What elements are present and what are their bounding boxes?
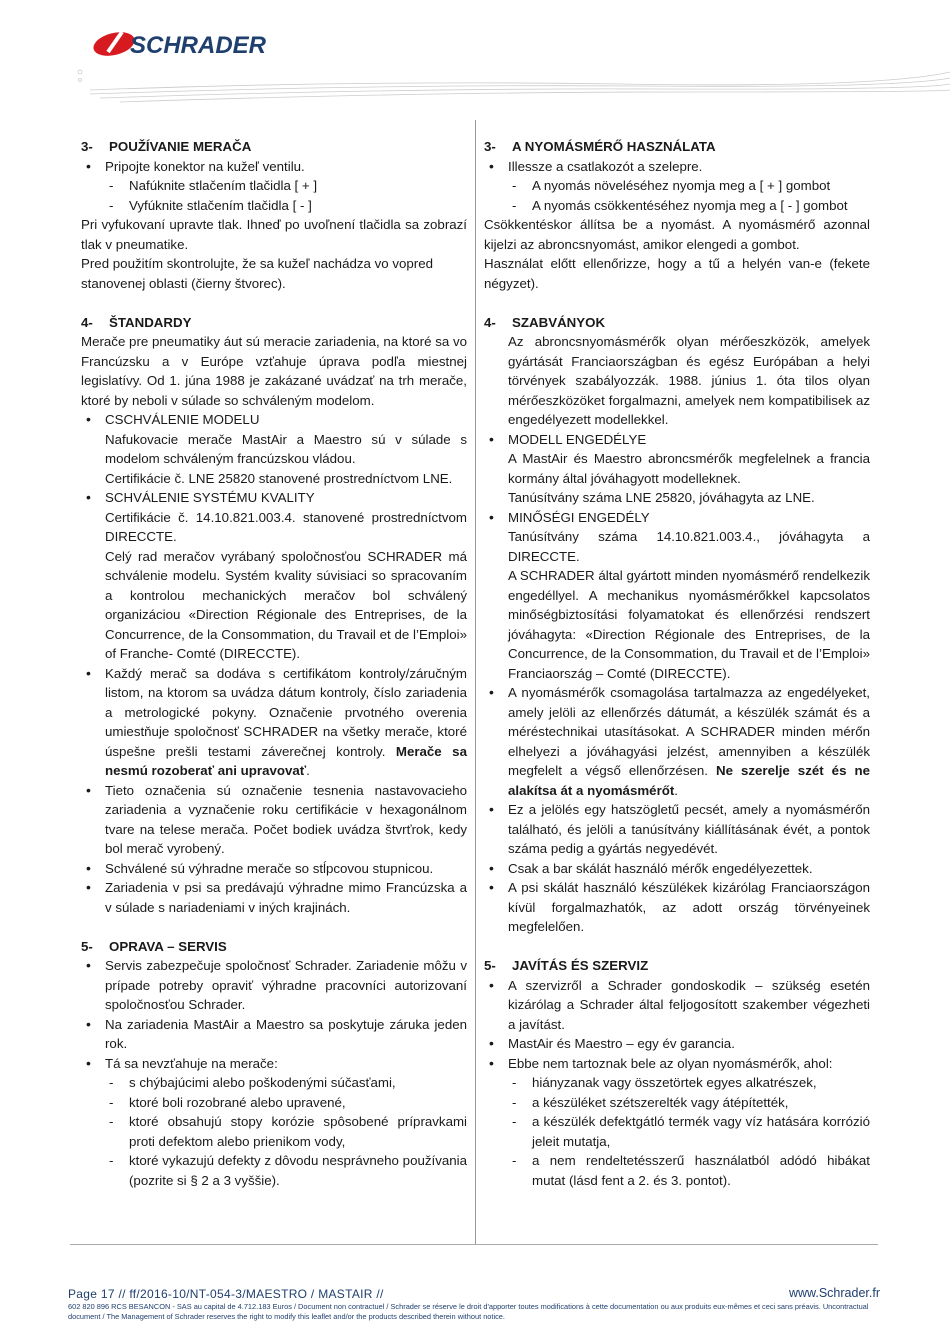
bullet-item: • CSCHVÁLENIE MODELU [81, 410, 467, 430]
section-title: 4- ŠTANDARDY [81, 314, 192, 330]
dash-item: - a készüléket szétszerelték vagy átépítették, [484, 1093, 870, 1113]
paragraph: Nafukovacie merače MastAir a Maestro sú v súlade s modelom schváleným francúzskou vládou. [105, 431, 467, 466]
dash-item: - A nyomás csökkentéséhez nyomja meg a [ - ] gombot [484, 196, 870, 216]
paragraph: Merače pre pneumatiky áut sú meracie zariadenia, na ktoré sa vo Francúzsku a v Európe vzťahuje úprava podľa miestnej legislatívy. Od 1. júna 1988 je zakázané uvádzať na trh merače, ktoré by neboli v súlade so schváleným modelom. [81, 334, 467, 408]
slovak-column [81, 137, 467, 1190]
svg-text:SCHRADER: SCHRADER [130, 32, 267, 59]
paragraph: A SCHRADER által gyártott minden nyomásmérő rendelkezik engedéllyel. A mechanikus nyomásmérőkkel kapcsolatos minőségbiztosítási folyamatokat és ellenőrzési rendszert jóváhagyta: «Direction Régionale des Entreprises, de la Concurrence, de la Consommation, du Travail et de l’Emploi» Franciaország – Comté (DIRECCTE). [508, 568, 870, 681]
dash-item: - A nyomás növeléséhez nyomja meg a [ + ] gombot [484, 176, 870, 196]
dash-item: - Vyfúknite stlačením tlačidla [ - ] [81, 196, 467, 216]
paragraph: A MastAir és Maestro abroncsmérők megfelelnek a francia kormány által jóváhagyott modelleknek. [508, 451, 870, 486]
paragraph: Használat előtt ellenőrizze, hogy a tű a helyén van-e (fekete négyzet). [484, 256, 870, 291]
paragraph: Pred použitím skontrolujte, že sa kužeľ nachádza vo vopred stanovenej oblasti (čierny štvorec). [81, 256, 434, 291]
bullet-item: • Každý merač sa dodáva s certifikátom kontroly/záručným listom, na ktorom sa uvádza dátum kontroly, číslo zariadenia a metrologické pokyny. Označenie prvotného overenia umiestňuje spoločnosť SCHRADER na všetky merače, ktoré úspešne prešli testami záverečnej kontroly. Merače sa nesmú rozoberať ani upravovať. [81, 664, 467, 781]
section-title: 3- A NYOMÁSMÉRŐ HASZNÁLATA [484, 139, 716, 154]
bullet-item: • A nyomásmérők csomagolása tartalmazza az engedélyeket, amely jelöli az ellenőrzés dátumát, a készülék számát és a méréstechnikai utasításokat. A SCHRADER minden mérőn elhelyezi a jóváhagyási jelzést, amennyiben a készülék megfelelt a végső ellenőrzésen. Ne szerelje szét és ne alakítsa át a nyomásmérőt. [484, 683, 870, 800]
bullet-item: • Schválené sú výhradne merače so stĺpcovou stupnicou. [81, 859, 467, 879]
dash-item: - ktoré obsahujú stopy korózie spôsobené prípravkami proti defektom alebo prienikom vody, [81, 1112, 467, 1151]
paragraph: Tanúsítvány száma 14.10.821.003.4., jóváhagyta a DIRECCTE. [508, 529, 870, 564]
dash-item: - ktoré vykazujú defekty z dôvodu nesprávneho používania (pozrite si § 2 a 3 vyššie). [81, 1151, 467, 1190]
dash-item: - Nafúknite stlačením tlačidla [ + ] [81, 176, 467, 196]
dash-item: - a nem rendeltetésszerű használatból adódó hibákat mutat (lásd fent a 2. és 3. pontot). [484, 1151, 870, 1190]
footer-page-info: Page 17 // ff/2016-10/NT-054-3/MAESTRO / MASTAIR // [68, 1287, 384, 1301]
paragraph: Tanúsítvány száma LNE 25820, jóváhagyta az LNE. [508, 490, 815, 505]
bullet-item: • MastAir és Maestro – egy év garancia. [484, 1034, 870, 1054]
paragraph: Celý rad meračov vyrábaný spoločnosťou SCHRADER má schválenie modelu. Systém kvality súvisiaci so spracovaním a kontrolou mechanických meračov bol schválený organizáciou «Direction Régionale des Entreprises, de la Concurrence, de la Consommation, du Travail et de l’Emploi» of Franche- Comté (DIRECCTE). [105, 548, 467, 661]
bullet-item: • A psi skálát használó készülékek kizárólag Franciaországon kívül forgalmazhatók, az adott ország törvényeinek megfelelően. [484, 878, 870, 937]
bullet-item: • Servis zabezpečuje spoločnosť Schrader. Zariadenie môžu v prípade potreby opraviť výhradne pracovníci autorizovaní spoločnosťou Schrader. [81, 956, 467, 1015]
bullet-item: • Tieto označenia sú označenie tesnenia nastavovacieho zariadenia a vyznačenie roku certifikácie v hexagonálnom tvare na telese merača. Počet bodiek uvádza štvrťrok, kedy bol merač vyrobený. [81, 781, 467, 859]
dash-item: - ktoré boli rozobrané alebo upravené, [81, 1093, 467, 1113]
section-title: 4- SZABVÁNYOK [484, 314, 606, 330]
bullet-item: • Na zariadenia MastAir a Maestro sa poskytuje záruka jeden rok. [81, 1015, 467, 1054]
paragraph: Certifikácie č. LNE 25820 stanovené prostredníctvom LNE. [105, 470, 453, 486]
footer-legal-text: 602 820 896 RCS BESANCON - SAS au capital de 4.712.183 Euros / Document non contractuel / Schrader se réserve le droit d'apporter toutes modifications à cette documentation ou aux produits eux-mêmes et ceci sans préavis. Uncontractual document / The Management of Schrader reserves the right to modify this leaflet and/or the products described therein without notice. [68, 1302, 869, 1321]
paragraph: Pri vyfukovaní upravte tlak. Ihneď po uvoľnení tlačidla sa zobrazí tlak v pneumatike. [81, 217, 467, 252]
bullet-item: • Ebbe nem tartoznak bele az olyan nyomásmérők, ahol: [484, 1054, 870, 1074]
bullet-item: • MINŐSÉGI ENGEDÉLY [484, 508, 870, 528]
dash-item: - a készülék defektgátló termék vagy víz hatására korrózió jeleit mutatja, [484, 1112, 870, 1151]
footer-website-link[interactable]: www.Schrader.fr [788, 1286, 880, 1300]
bullet-item: • Illessze a csatlakozót a szelepre. [484, 157, 870, 177]
bottom-rule [70, 1244, 878, 1245]
bullet-item: • Pripojte konektor na kužeľ ventilu. [81, 157, 467, 177]
section-title: 5- JAVÍTÁS ÉS SZERVIZ [484, 958, 649, 973]
section-title: 3- POUŽÍVANIE MERAČA [81, 139, 252, 154]
section-title: 5- OPRAVA – SERVIS [81, 938, 227, 954]
paragraph: Az abroncsnyomásmérők olyan mérőeszközök, amelyek gyártását Franciaországban és egész Európában a helyi törvények szabályozzák. 1988. június 1. óta tilos olyan mérőeszközöket forgalmazni, amelyek nem kompatibilisek az engedélyezett modellekkel. [508, 334, 870, 427]
bullet-item: • Tá sa nevzťahuje na merače: [81, 1054, 467, 1074]
dash-item: - s chýbajúcimi alebo poškodenými súčasťami, [81, 1073, 467, 1093]
column-divider [475, 120, 476, 1244]
paragraph: Certifikácie č. 14.10.821.003.4. stanovené prostredníctvom DIRECCTE. [105, 509, 467, 544]
bullet-item: • Csak a bar skálát használó mérők engedélyezettek. [484, 859, 870, 879]
bullet-item: • MODELL ENGEDÉLYE [484, 430, 870, 450]
bullet-item: • Zariadenia v psi sa predávajú výhradne mimo Francúzska a v súlade s nariadeniami v iných krajinách. [81, 878, 467, 917]
bullet-item: • A szervizről a Schrader gondoskodik – szükség esetén kizárólag a Schrader által feljogosított szakember végezheti a javítást. [484, 976, 870, 1035]
bullet-item: • Ez a jelölés egy hatszögletű pecsét, amely a nyomásmérőn található, és jelöli a tanúsítvány kiállításának évét, a pontok száma pedig a gyártás negyedévét. [484, 800, 870, 859]
dash-item: - hiányzanak vagy összetörtek egyes alkatrészek, [484, 1073, 870, 1093]
hungarian-column [484, 137, 870, 1190]
paragraph: Csökkentéskor állítsa be a nyomást. A nyomásmérő azonnal kijelzi az abroncsnyomást, amikor elengedi a gombot. [484, 217, 870, 252]
schrader-logo [92, 26, 272, 62]
header-decoration [60, 62, 950, 122]
bullet-item: • SCHVÁLENIE SYSTÉMU KVALITY [81, 488, 467, 508]
